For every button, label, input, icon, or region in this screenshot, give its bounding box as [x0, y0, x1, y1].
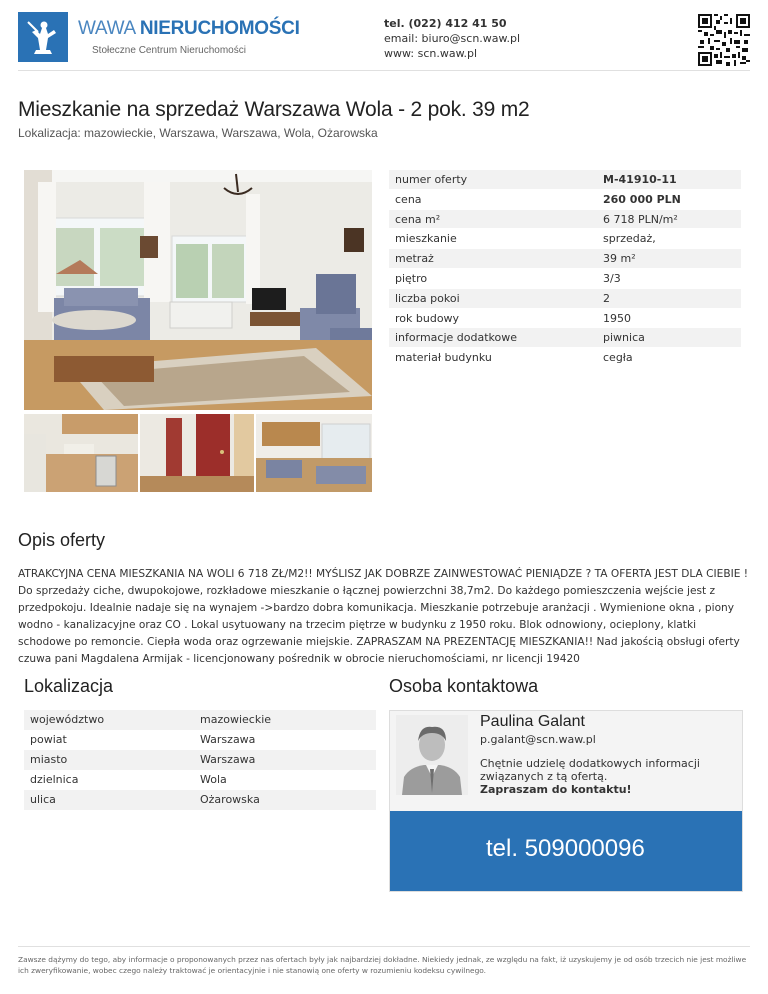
details-value: piwnica — [603, 331, 645, 345]
details-value: 1950 — [603, 311, 631, 325]
details-row — [389, 190, 741, 210]
contact-email[interactable]: p.galant@scn.waw.pl — [480, 733, 596, 746]
details-key: piętro — [395, 271, 428, 285]
details-row — [389, 309, 741, 329]
location-value: Warszawa — [200, 753, 256, 766]
location-row — [24, 790, 376, 810]
location-heading: Lokalizacja — [24, 676, 114, 696]
details-value: 3/3 — [603, 271, 621, 285]
details-value: sprzedaż, — [603, 232, 656, 246]
details-key: mieszkanie — [395, 232, 457, 246]
footer-disclaimer: Zawsze dążymy do tego, aby informacje o proponowanych przez nas ofertach były jak najbardziej dokładne. Niekiedy jednak, ze względu na fakt, iż uzyskujemy je od osób trzecich nie jest możliwe ich zweryfikowanie, wobec czego należy traktować je orientacyjnie i nie stanowią one oferty w rozumieniu kodeksu cywilnego. — [18, 955, 747, 975]
location-line: Lokalizacja: mazowieckie, Warszawa, Warszawa, Wola, Ożarowska — [18, 126, 378, 140]
location-key: ulica — [30, 793, 56, 806]
details-row — [389, 328, 741, 348]
contact-heading: Osoba kontaktowa — [389, 676, 539, 696]
details-value: 6 718 PLN/m² — [603, 212, 678, 226]
details-row — [389, 269, 741, 289]
location-value: Warszawa — [200, 733, 256, 746]
location-row — [24, 710, 376, 730]
location-value: mazowieckie — [200, 713, 272, 726]
details-value: 2 — [603, 291, 610, 305]
page-title: Mieszkanie na sprzedaż Warszawa Wola - 2 pok. 39 m2 — [18, 98, 530, 121]
details-key: metraż — [395, 252, 434, 266]
page-header — [18, 12, 750, 70]
contact-note-cta: Zapraszam do kontaktu! — [480, 783, 632, 796]
location-value: Ożarowska — [200, 793, 260, 806]
location-row — [24, 750, 376, 770]
details-row — [389, 348, 741, 368]
brand-name-part1: WAWA — [78, 18, 140, 39]
location-table — [24, 710, 376, 810]
details-value: 260 000 PLN — [603, 192, 681, 206]
details-row — [389, 249, 741, 269]
location-row — [24, 730, 376, 750]
details-row — [389, 229, 741, 249]
details-row — [389, 170, 741, 190]
header-divider — [18, 70, 750, 71]
thumbnail-living-room[interactable] — [256, 414, 372, 492]
contact-note-text: Chętnie udzielę dodatkowych informacji związanych z tą ofertą. — [480, 757, 700, 783]
description-text: ATRAKCYJNA CENA MIESZKANIA NA WOLI 6 718 ZŁ/M2!! MYŚLISZ JAK DOBRZE ZAINWESTOWAĆ PIENIĄDZE ? TA OFERTA JEST DLA CIEBIE ! Do sprzedaży ciche, dwupokojowe, rozkładowe mieszkanie o łącznej powierzchni 38,7m2. Do każdego pomieszczenia wejście jest z przedpokoju. Idealnie nadaje się na wynajem ->bardzo dobra komunikacja. Mieszkanie potrzebuje aranżacji . Wymienione okna , piony wodno - kanalizacyjne oraz CO . Lokal usytuowany na trzecim piętrze w budynku z 1950 roku. Blok odnowiony, ocieplony, klatki schodowe po remoncie. Ciepła woda oraz ogrzewanie miejskie. ZAPRASZAM NA PREZENTACJĘ MIESZKANIA!! Nad jakością obsługi oferty czuwa pani Magdalena Armijak - licencjonowany pośrednik w obrocie nieruchomościami, nr licencji 19420 — [18, 568, 749, 665]
brand-name[interactable] — [78, 18, 300, 40]
agency-contact — [384, 16, 520, 61]
location-key: miasto — [30, 753, 68, 766]
agency-phone[interactable]: tel. (022) 412 41 50 — [384, 17, 507, 30]
agency-website[interactable]: www: scn.waw.pl — [384, 47, 478, 60]
photo-thumbnails — [24, 414, 372, 492]
contact-phone-banner[interactable] — [390, 811, 742, 891]
location-value: Wola — [200, 773, 227, 786]
brand-subtitle: Stołeczne Centrum Nieruchomości — [92, 45, 246, 56]
description-heading: Opis oferty — [18, 530, 106, 550]
brand-name-part2: NIERUCHOMOŚCI — [139, 18, 300, 39]
location-row — [24, 770, 376, 790]
location-key: dzielnica — [30, 773, 79, 786]
location-key: powiat — [30, 733, 67, 746]
footer-divider — [18, 946, 750, 947]
details-key: informacje dodatkowe — [395, 331, 518, 345]
contact-note — [480, 757, 730, 796]
agency-email[interactable]: email: biuro@scn.waw.pl — [384, 32, 521, 45]
details-value: 39 m² — [603, 252, 636, 266]
thumbnail-kitchen[interactable] — [24, 414, 138, 492]
qr-code-icon — [698, 14, 750, 66]
details-key: numer oferty — [395, 173, 468, 186]
details-value: M-41910-11 — [603, 173, 677, 186]
details-key: materiał budynku — [395, 351, 492, 365]
details-key: liczba pokoi — [395, 291, 460, 305]
contact-name: Paulina Galant — [480, 713, 585, 730]
offer-details-table — [389, 170, 741, 368]
details-row — [389, 289, 741, 309]
details-key: cena — [395, 192, 422, 206]
details-row — [389, 210, 741, 230]
main-photo[interactable] — [24, 170, 372, 410]
contact-card — [389, 710, 743, 892]
details-key: cena m² — [395, 212, 441, 226]
location-key: województwo — [30, 713, 105, 726]
person-avatar-icon — [396, 715, 468, 795]
contact-phone[interactable]: tel. 509000096 — [486, 835, 645, 862]
thumbnail-hallway[interactable] — [140, 414, 254, 492]
details-value: cegła — [603, 351, 633, 365]
details-key: rok budowy — [395, 311, 460, 325]
statue-logo-icon[interactable] — [18, 12, 68, 62]
